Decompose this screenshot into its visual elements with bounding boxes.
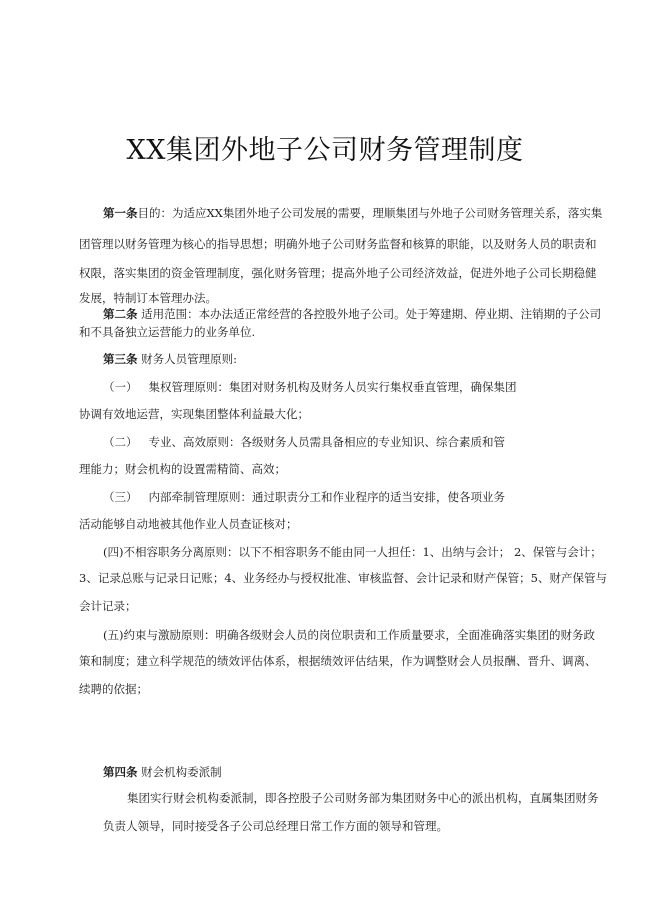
principle5-line3: 续聘的依据； — [79, 682, 148, 696]
article3-label: 第三条 — [103, 352, 138, 366]
article2-line2: 和不具备独立运营能力的业务单位. — [79, 325, 256, 339]
article2-label: 第二条 — [103, 307, 138, 321]
article2-line1: 第二条 适用范围：本办法适正常经营的各控股外地子公司。处于筹建期、停业期、注销期的子公司 — [103, 307, 602, 321]
article1-line1: 第一条目的：为适应XX集团外地子公司发展的需要，理顺集团与外地子公司财务管理关系，落实集 — [103, 206, 603, 220]
article4-label: 第四条 — [103, 765, 138, 779]
article4-line1: 集团实行财会机构委派制，即各控股子公司财务部为集团财务中心的派出机构，直属集团财务 — [127, 791, 599, 805]
principle4-line3: 会计记录； — [79, 599, 137, 613]
principle3-line1: （三） 内部牵制管理原则：通过职责分工和作业程序的适当安排，使各项业务 — [103, 490, 505, 504]
principle2-line1: （二） 专业、高效原则：各级财务人员需具备相应的专业知识、综合素质和管 — [103, 435, 505, 449]
principle2-line2: 理能力；财会机构的设置需精简、高效； — [79, 462, 286, 476]
article1-line4: 发展，特制订本管理办法。 — [79, 291, 217, 305]
principle4-line1: (四)不相容职务分离原则：以下不相容职务不能由同一人担任：1、出纳与会计； 2、保管与会计； — [103, 545, 602, 559]
principle1-line1: （一） 集权管理原则：集团对财务机构及财务人员实行集权垂直管理，确保集团 — [103, 380, 517, 394]
article4-line2: 负责人领导，同时接受各子公司总经理日常工作方面的领导和管理。 — [103, 819, 448, 833]
article3-heading: 第三条 财务人员管理原则: — [103, 352, 238, 366]
article4-heading: 第四条 财会机构委派制 — [103, 765, 222, 779]
article1-line3: 权限，落实集团的资金管理制度，强化财务管理；提高外地子公司经济效益，促进外地子公司长期稳健 — [79, 266, 597, 280]
principle4-line2: 3、记录总账与记录日记账；4、业务经办与授权批准、审核监督、会计记录和财产保管；5、财产保管与 — [79, 571, 607, 585]
principle1-line2: 协调有效地运营，实现集团整体利益最大化； — [79, 407, 309, 421]
article1-line2: 团管理以财务管理为核心的指导思想；明确外地子公司财务监督和核算的职能，以及财务人员的职责和 — [79, 237, 597, 251]
article1-label: 第一条 — [103, 206, 138, 220]
principle3-line2: 活动能够自动地被其他作业人员查证核对； — [79, 517, 298, 531]
principle5-line2: 策和制度；建立科学规范的绩效评估体系，根据绩效评估结果，作为调整财会人员报酬、晋升、调离、 — [79, 654, 597, 668]
document-title: XX集团外地子公司财务管理制度 — [126, 135, 524, 166]
principle5-line1: (五)约束与激励原则：明确各级财会人员的岗位职责和工作质量要求，全面准确落实集团的财务政 — [103, 628, 595, 642]
